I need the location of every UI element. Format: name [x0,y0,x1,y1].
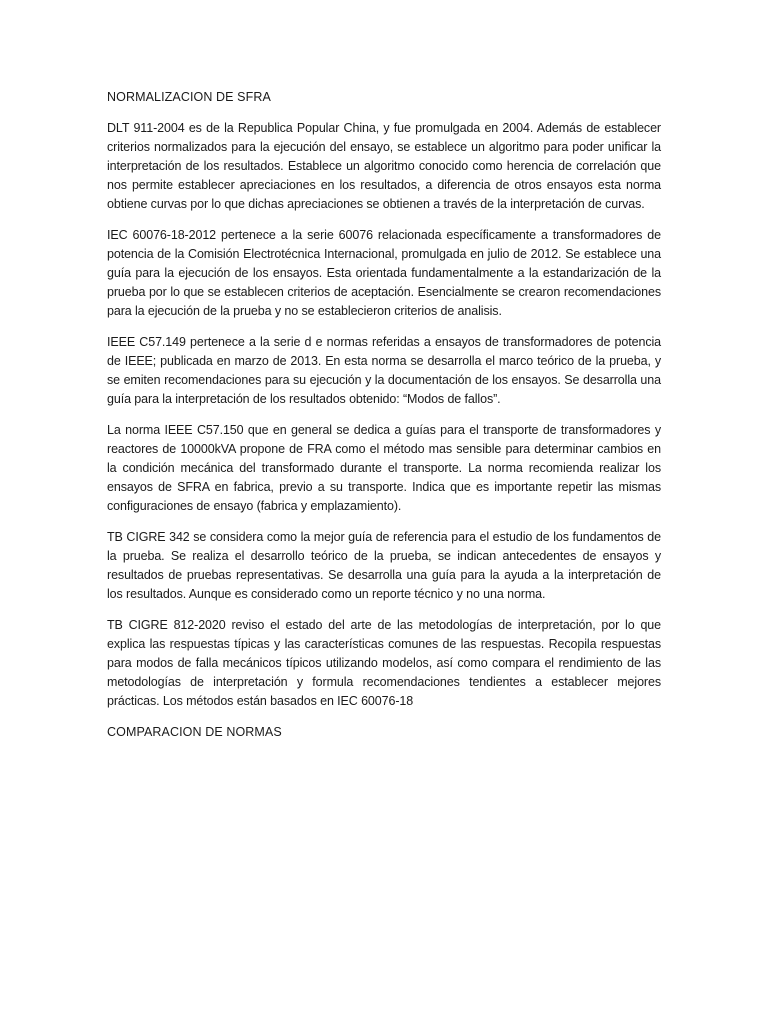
paragraph-tb-cigre-342: TB CIGRE 342 se considera como la mejor guía de referencia para el estudio de los fundamentos de la prueba. Se realiza el desarrollo teórico de la prueba, se indican antecedentes de ensayos y resultados de pruebas representativas. Se desarrolla una guía para la ayuda a la interpretación de los resultados. Aunque es considerado como un reporte técnico y no una norma. [107,530,661,601]
paragraph-tb-cigre-812: TB CIGRE 812-2020 reviso el estado del arte de las metodologías de interpretación, por lo que explica las respuestas típicas y las características comunes de las respuestas. Recopila respuestas para modos de falla mecánicos típicos utilizando modelos, así como compara el rendimiento de las metodologías de interpretación y formula recomendaciones tendientes a establecer mejores prácticas. Los métodos están basados en IEC 60076-18 [107,618,661,708]
document-page [107,88,661,742]
paragraph-iec-60076-18: IEC 60076-18-2012 pertenece a la serie 60076 relacionada específicamente a transformadores de potencia de la Comisión Electrotécnica Internacional, promulgada en julio de 2012. Se establece una guía para la ejecución de los ensayos. Esta orientada fundamentalmente a la estandarización de la prueba por lo que se establecen criterios de aceptación. Esencialmente se crearon recomendaciones para la ejecución de la prueba y no se establecieron criterios de analisis. [107,228,661,318]
paragraph-ieee-c57-149: IEEE C57.149 pertenece a la serie d e normas referidas a ensayos de transformadores de potencia de IEEE; publicada en marzo de 2013. En esta norma se desarrolla el marco teórico de la prueba, y se emiten recomendaciones para su ejecución y la documentación de los ensayos. Se desarrolla una guía para la interpretación de los resultados obtenido: “Modos de fallos”. [107,335,661,406]
section-heading: COMPARACION DE NORMAS [107,725,282,739]
paragraph-dlt-911: DLT 911-2004 es de la Republica Popular China, y fue promulgada en 2004. Además de establecer criterios normalizados para la ejecución del ensayo, se establece un algoritmo para poder unificar la interpretación de los resultados. Establece un algoritmo conocido como herencia de correlación que nos permite establecer apreciaciones en los resultados, a diferencia de otros ensayos esta norma obtiene curvas por lo que dichas apreciaciones se obtienen a través de la interpretación de curvas. [107,121,661,211]
document-title: NORMALIZACION DE SFRA [107,90,271,104]
paragraph-ieee-c57-150: La norma IEEE C57.150 que en general se dedica a guías para el transporte de transformadores y reactores de 10000kVA propone de FRA como el método mas sensible para determinar cambios en la condición mecánica del transformado durante el transporte. La norma recomienda realizar los ensayos de SFRA en fabrica, previo a su transporte. Indica que es importante repetir las mismas configuraciones de ensayo (fabrica y emplazamiento). [107,423,661,513]
